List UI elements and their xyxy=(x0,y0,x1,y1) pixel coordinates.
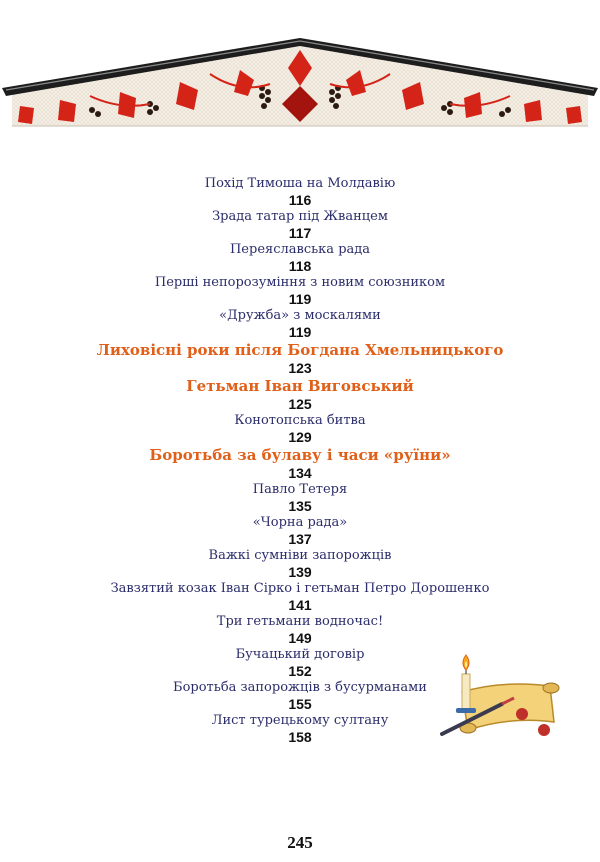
toc-entry[interactable] xyxy=(0,548,600,580)
toc-page-number: 137 xyxy=(288,531,312,547)
toc-entry-title: Павло Тетеря xyxy=(252,482,348,497)
toc-entry-title: Перші непорозуміння з новим союзником xyxy=(154,275,446,290)
toc-page-number: 149 xyxy=(288,630,312,646)
toc-entry-title: Похід Тимоша на Молдавію xyxy=(204,176,396,191)
toc-page-number: 129 xyxy=(288,429,312,445)
toc-entry[interactable] xyxy=(0,446,600,481)
toc-entry-title: Конотопська битва xyxy=(234,413,366,428)
toc-entry[interactable] xyxy=(0,614,600,646)
toc-page-number: 134 xyxy=(288,465,312,481)
toc-section-title: Боротьба за булаву і часи «руїни» xyxy=(149,446,451,464)
toc-entry-title: Боротьба запорожців з бусурманами xyxy=(173,680,427,695)
page-number: 245 xyxy=(287,833,313,852)
toc-entry-title: Завзятий козак Іван Сірко і гетьман Петро Дорошенко xyxy=(110,581,490,596)
toc-entry[interactable] xyxy=(0,581,600,613)
toc-entry[interactable] xyxy=(0,515,600,547)
toc-entry-title: Важкі сумніви запорожців xyxy=(208,548,392,563)
toc-entry[interactable] xyxy=(0,209,600,241)
toc-entry[interactable] xyxy=(0,413,600,445)
toc-page-number: 118 xyxy=(288,258,312,274)
toc-entry[interactable] xyxy=(0,377,600,412)
toc-page-number: 123 xyxy=(288,360,312,376)
toc-entry[interactable] xyxy=(0,176,600,208)
toc-page-number: 119 xyxy=(288,291,312,307)
toc-page-number: 155 xyxy=(288,696,312,712)
toc-page-number: 135 xyxy=(288,498,312,514)
toc-entry-title: «Дружба» з москалями xyxy=(219,308,381,323)
toc-entry[interactable] xyxy=(0,275,600,307)
toc-section-title: Лиховісні роки після Богдана Хмельницького xyxy=(96,341,504,359)
toc-page-number: 141 xyxy=(288,597,312,613)
toc-page-number: 158 xyxy=(288,729,312,745)
toc-entry-title: Бучацький договір xyxy=(235,647,365,662)
toc-entry[interactable] xyxy=(0,242,600,274)
toc-page-number: 152 xyxy=(288,663,312,679)
toc-entry-title: Три гетьмани водночас! xyxy=(216,614,384,629)
toc-entry-title: Лист турецькому султану xyxy=(211,713,389,728)
toc-entry-title: Зрада татар під Жванцем xyxy=(212,209,388,224)
toc-section-title: Гетьман Іван Виговський xyxy=(186,377,414,395)
toc-page-number: 125 xyxy=(288,396,312,412)
embroidered-towel-banner xyxy=(0,30,600,135)
toc-entry[interactable] xyxy=(0,341,600,376)
candle-and-scroll-illustration xyxy=(432,652,562,747)
toc-page-number: 119 xyxy=(288,324,312,340)
toc-page-number: 139 xyxy=(288,564,312,580)
toc-entry[interactable] xyxy=(0,482,600,514)
toc-entry-title: Переяславська рада xyxy=(229,242,371,257)
toc-entry[interactable] xyxy=(0,308,600,340)
toc-page-number: 117 xyxy=(288,225,312,241)
toc-entry-title: «Чорна рада» xyxy=(252,515,348,530)
toc-page-number: 116 xyxy=(288,192,312,208)
